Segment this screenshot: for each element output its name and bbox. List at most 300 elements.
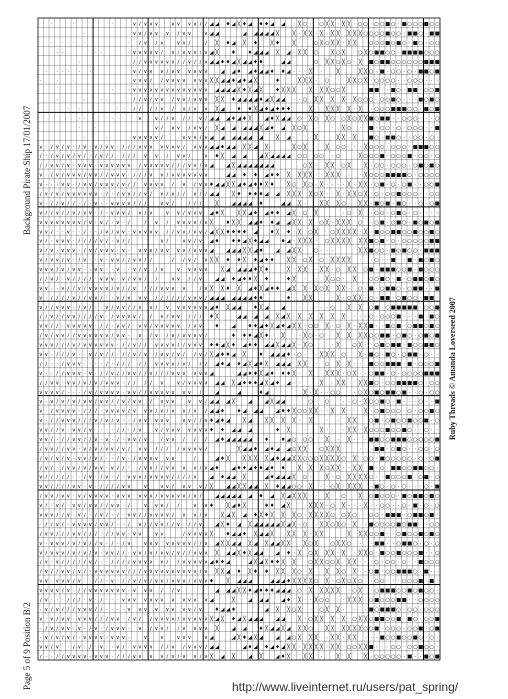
stitch-symbol: ○: [297, 484, 302, 491]
stitch-symbol: ∕: [150, 97, 152, 104]
stitch-symbol: ○: [319, 257, 324, 264]
stitch-symbol: ∨: [132, 351, 137, 358]
stitch-symbol: ·: [50, 182, 53, 189]
stitch-symbol: ◢: [259, 380, 264, 387]
stitch-symbol: ∕: [127, 219, 130, 226]
stitch-symbol: ∨: [171, 606, 175, 613]
stitch-symbol: ∨: [143, 295, 148, 302]
stitch-symbol: ∨: [159, 484, 164, 491]
stitch-symbol: ∕: [94, 616, 97, 623]
stitch-symbol: ╳: [358, 200, 362, 207]
stitch-symbol: ∨: [193, 68, 197, 75]
stitch-symbol: ○: [401, 635, 407, 642]
stitch-symbol: ○: [352, 115, 357, 122]
stitch-symbol: ∨: [137, 606, 142, 613]
stitch-symbol: ◢: [281, 314, 286, 321]
stitch-symbol: ·: [111, 87, 114, 94]
stitch-symbol: ∕: [183, 531, 185, 538]
stitch-symbol: ∕: [72, 569, 75, 576]
stitch-symbol: ◢: [275, 540, 280, 547]
stitch-symbol: ∕: [150, 399, 152, 406]
stitch-symbol: ◢: [231, 427, 236, 434]
stitch-symbol: ∨: [71, 248, 76, 255]
stitch-symbol: ∨: [99, 267, 104, 274]
stitch-symbol: ∕: [61, 512, 64, 519]
stitch-symbol: ○: [412, 125, 418, 132]
stitch-symbol: ■: [434, 361, 440, 368]
stitch-symbol: ∨: [66, 219, 71, 226]
stitch-symbol: ∨: [104, 182, 109, 189]
stitch-symbol: ◢: [275, 361, 280, 368]
stitch-symbol: ∕: [188, 474, 191, 481]
stitch-symbol: ╳: [270, 512, 274, 519]
stitch-symbol: ∨: [132, 616, 137, 623]
stitch-symbol: ╳: [231, 182, 236, 189]
stitch-symbol: ♦: [214, 210, 220, 217]
stitch-symbol: ■: [396, 229, 402, 236]
stitch-symbol: ∕: [199, 569, 202, 576]
stitch-symbol: ∕: [172, 200, 174, 207]
stitch-symbol: ■: [374, 540, 380, 547]
stitch-symbol: ╳: [303, 493, 307, 500]
stitch-symbol: ·: [50, 351, 53, 358]
stitch-symbol: ╳: [342, 550, 346, 557]
stitch-symbol: ∨: [60, 578, 65, 585]
stitch-symbol: ╳: [209, 219, 214, 226]
stitch-symbol: ╳: [248, 238, 252, 245]
stitch-symbol: ∨: [154, 625, 159, 632]
stitch-symbol: ♦: [258, 351, 264, 358]
stitch-symbol: ○: [302, 153, 308, 160]
stitch-symbol: ∕: [161, 644, 163, 651]
stitch-symbol: ∕: [122, 644, 125, 651]
stitch-symbol: ∨: [154, 389, 159, 396]
stitch-symbol: ∨: [171, 436, 175, 443]
stitch-symbol: ○: [368, 531, 374, 538]
stitch-symbol: ◢: [225, 474, 230, 481]
stitch-symbol: ○: [385, 521, 390, 528]
stitch-symbol: ♦: [269, 219, 275, 226]
stitch-symbol: ╳: [358, 304, 362, 311]
stitch-symbol: ·: [72, 21, 75, 28]
stitch-symbol: ∕: [183, 59, 185, 66]
stitch-symbol: ∨: [115, 380, 120, 387]
stitch-symbol: ∨: [187, 606, 192, 613]
stitch-symbol: ·: [293, 238, 295, 245]
stitch-symbol: ∨: [165, 616, 170, 623]
stitch-symbol: ∨: [187, 569, 192, 576]
stitch-symbol: ♦: [269, 68, 275, 75]
stitch-symbol: ·: [45, 616, 48, 623]
stitch-symbol: ∕: [166, 446, 169, 453]
stitch-symbol: ∨: [132, 408, 137, 415]
stitch-symbol: ∨: [44, 484, 49, 491]
stitch-symbol: ∨: [104, 285, 109, 292]
stitch-symbol: ∨: [193, 342, 197, 349]
stitch-symbol: ♦: [264, 267, 269, 274]
stitch-symbol: ○: [390, 191, 396, 198]
stitch-symbol: ∨: [171, 342, 175, 349]
stitch-symbol: ·: [72, 182, 75, 189]
stitch-symbol: ∨: [165, 427, 170, 434]
stitch-symbol: ∨: [165, 465, 170, 472]
stitch-symbol: ∕: [39, 446, 42, 453]
stitch-symbol: ◢: [231, 474, 236, 481]
stitch-symbol: ╳: [303, 531, 307, 538]
stitch-symbol: ∨: [137, 115, 142, 122]
stitch-symbol: ∨: [55, 588, 60, 595]
stitch-symbol: ╳: [292, 210, 296, 217]
stitch-symbol: ○: [401, 59, 407, 66]
stitch-symbol: ○: [385, 455, 390, 462]
stitch-symbol: ∨: [187, 333, 192, 340]
stitch-symbol: ╳: [347, 304, 351, 311]
stitch-symbol: ∨: [88, 342, 93, 349]
stitch-symbol: ·: [375, 455, 378, 462]
stitch-symbol: ╳: [314, 616, 318, 623]
stitch-symbol: ■: [434, 87, 440, 94]
stitch-symbol: ○: [357, 21, 363, 28]
stitch-symbol: ·: [56, 229, 59, 236]
stitch-symbol: ╳: [358, 248, 362, 255]
stitch-symbol: ∨: [132, 314, 137, 321]
stitch-symbol: ∕: [83, 569, 86, 576]
stitch-symbol: ∨: [99, 248, 104, 255]
stitch-symbol: ∕: [144, 380, 147, 387]
stitch-symbol: ◢: [242, 163, 247, 170]
stitch-symbol: ∨: [198, 446, 203, 453]
stitch-symbol: ■: [396, 191, 402, 198]
stitch-symbol: ╳: [286, 654, 291, 661]
stitch-symbol: ╳: [270, 399, 274, 406]
stitch-symbol: ○: [319, 597, 324, 604]
stitch-symbol: ╳: [220, 616, 225, 623]
stitch-symbol: ♦: [225, 285, 231, 292]
stitch-symbol: ◢: [286, 219, 291, 226]
stitch-symbol: ■: [418, 493, 424, 500]
stitch-symbol: ·: [128, 531, 130, 538]
stitch-symbol: ♦: [253, 267, 258, 274]
stitch-symbol: ∨: [38, 540, 43, 547]
stitch-symbol: ╳: [264, 380, 269, 387]
stitch-symbol: ╳: [314, 531, 318, 538]
stitch-symbol: ∨: [49, 314, 54, 321]
stitch-symbol: ∕: [78, 588, 81, 595]
stitch-symbol: ◢: [253, 333, 258, 340]
stitch-symbol: ·: [315, 521, 317, 528]
stitch-symbol: ╳: [353, 474, 357, 481]
stitch-symbol: ○: [319, 446, 324, 453]
stitch-symbol: ·: [386, 68, 389, 75]
stitch-symbol: ○: [407, 493, 412, 500]
stitch-symbol: ╳: [320, 531, 324, 538]
stitch-symbol: ╳: [314, 389, 318, 396]
stitch-symbol: ·: [392, 540, 395, 547]
stitch-symbol: ∕: [127, 153, 130, 160]
stitch-symbol: ∨: [60, 238, 65, 245]
stitch-symbol: ◢: [264, 49, 269, 56]
stitch-symbol: ○: [396, 625, 401, 632]
stitch-symbol: ·: [359, 172, 361, 179]
stitch-symbol: ∨: [121, 172, 126, 179]
stitch-symbol: ○: [308, 342, 313, 349]
stitch-symbol: ○: [429, 106, 435, 113]
stitch-symbol: ∕: [83, 172, 86, 179]
stitch-symbol: ∨: [82, 182, 87, 189]
stitch-symbol: ○: [374, 248, 379, 255]
stitch-symbol: ■: [396, 380, 402, 387]
stitch-symbol: ·: [397, 503, 400, 510]
stitch-symbol: ■: [385, 323, 391, 330]
stitch-symbol: ╳: [347, 238, 351, 245]
stitch-symbol: ◢: [242, 361, 247, 368]
stitch-symbol: ∨: [93, 493, 98, 500]
stitch-symbol: ·: [370, 654, 373, 661]
stitch-symbol: ◢: [209, 115, 214, 122]
stitch-symbol: ∨: [137, 427, 142, 434]
stitch-symbol: ∨: [110, 578, 115, 585]
stitch-symbol: ╳: [331, 97, 335, 104]
stitch-symbol: ·: [436, 512, 439, 519]
stitch-symbol: ∕: [138, 361, 141, 368]
stitch-symbol: ◢: [242, 436, 247, 443]
stitch-symbol: ■: [379, 182, 385, 189]
stitch-symbol: ∨: [187, 427, 192, 434]
stitch-symbol: ○: [385, 276, 390, 283]
stitch-symbol: ∕: [122, 351, 125, 358]
stitch-symbol: ·: [425, 285, 428, 292]
stitch-symbol: ∨: [126, 200, 131, 207]
stitch-symbol: ■: [374, 616, 380, 623]
stitch-symbol: ∨: [115, 323, 120, 330]
stitch-symbol: ∨: [55, 172, 60, 179]
stitch-symbol: ∨: [176, 521, 181, 528]
stitch-symbol: ╳: [320, 30, 324, 37]
stitch-symbol: ■: [396, 323, 402, 330]
stitch-symbol: ∨: [204, 219, 208, 226]
stitch-symbol: ○: [412, 210, 418, 217]
stitch-symbol: ■: [368, 644, 374, 651]
stitch-symbol: ╳: [231, 219, 236, 226]
stitch-symbol: ◢: [209, 49, 214, 56]
stitch-symbol: ·: [408, 219, 411, 226]
stitch-symbol: ∕: [127, 616, 130, 623]
stitch-symbol: ∨: [88, 219, 93, 226]
stitch-symbol: ·: [359, 399, 361, 406]
stitch-symbol: ∨: [82, 550, 87, 557]
stitch-symbol: ╳: [237, 484, 241, 491]
stitch-symbol: ∕: [61, 588, 64, 595]
stitch-symbol: ◢: [225, 87, 230, 94]
stitch-symbol: ○: [341, 569, 346, 576]
stitch-symbol: ○: [374, 153, 379, 160]
stitch-symbol: ∨: [159, 493, 164, 500]
stitch-symbol: ○: [407, 635, 412, 642]
stitch-symbol: ·: [403, 68, 406, 75]
stitch-symbol: ∨: [176, 125, 181, 132]
stitch-symbol: ╳: [331, 40, 335, 47]
stitch-symbol: ∕: [138, 200, 141, 207]
stitch-symbol: ╳: [320, 644, 324, 651]
stitch-symbol: ○: [368, 597, 374, 604]
stitch-symbol: ∕: [127, 144, 130, 151]
stitch-symbol: ∕: [50, 295, 53, 302]
stitch-symbol: ∨: [60, 408, 65, 415]
stitch-symbol: ■: [407, 474, 413, 481]
stitch-symbol: ╳: [342, 219, 346, 226]
stitch-symbol: ∨: [132, 597, 137, 604]
stitch-symbol: ∨: [88, 559, 93, 566]
stitch-symbol: ∨: [154, 87, 159, 94]
stitch-symbol: ○: [352, 644, 357, 651]
stitch-symbol: ╳: [364, 427, 368, 434]
stitch-symbol: ○: [407, 578, 412, 585]
stitch-symbol: ○: [429, 606, 435, 613]
stitch-symbol: ∕: [122, 285, 125, 292]
stitch-symbol: ╳: [297, 625, 302, 632]
stitch-symbol: ◢: [242, 578, 247, 585]
stitch-symbol: ○: [368, 370, 374, 377]
stitch-symbol: ╳: [325, 521, 329, 528]
stitch-symbol: ∨: [187, 389, 192, 396]
stitch-symbol: ∕: [50, 455, 53, 462]
stitch-symbol: ■: [385, 267, 391, 274]
stitch-symbol: ∨: [88, 389, 93, 396]
stitch-symbol: ∨: [99, 285, 104, 292]
stitch-symbol: ∨: [154, 182, 159, 189]
stitch-symbol: ∨: [126, 474, 131, 481]
stitch-symbol: ◢: [281, 578, 286, 585]
stitch-symbol: ·: [100, 550, 103, 557]
stitch-symbol: ∨: [66, 616, 71, 623]
stitch-symbol: ♦: [247, 588, 253, 595]
stitch-symbol: ╳: [336, 559, 340, 566]
stitch-symbol: ╳: [364, 182, 368, 189]
stitch-symbol: ╳: [342, 625, 346, 632]
stitch-symbol: ∕: [89, 446, 92, 453]
stitch-symbol: ╳: [364, 68, 368, 75]
stitch-symbol: ·: [122, 616, 125, 623]
stitch-symbol: ∨: [187, 163, 192, 170]
stitch-symbol: ╳: [353, 295, 357, 302]
stitch-symbol: ╳: [297, 78, 302, 85]
stitch-symbol: ∕: [122, 342, 125, 349]
stitch-symbol: ○: [385, 342, 390, 349]
stitch-symbol: ╳: [286, 257, 291, 264]
stitch-symbol: ∨: [182, 106, 186, 113]
stitch-symbol: ♦: [209, 342, 214, 349]
stitch-symbol: ·: [315, 361, 317, 368]
stitch-symbol: ○: [396, 285, 401, 292]
stitch-symbol: ∕: [94, 153, 97, 160]
stitch-symbol: ■: [434, 59, 440, 66]
stitch-symbol: ·: [386, 257, 389, 264]
stitch-symbol: ·: [100, 427, 103, 434]
stitch-symbol: ╳: [331, 588, 335, 595]
stitch-symbol: ∨: [143, 408, 148, 415]
stitch-symbol: ∨: [159, 408, 164, 415]
stitch-symbol: ∨: [66, 512, 71, 519]
stitch-symbol: ∕: [67, 399, 70, 406]
stitch-symbol: ○: [412, 134, 418, 141]
stitch-symbol: ∕: [83, 219, 86, 226]
stitch-symbol: ■: [379, 550, 385, 557]
stitch-symbol: ∨: [148, 569, 153, 576]
stitch-symbol: ╳: [242, 588, 247, 595]
stitch-symbol: ╳: [286, 503, 291, 510]
stitch-symbol: ■: [412, 493, 418, 500]
stitch-symbol: ◢: [231, 40, 236, 47]
stitch-symbol: ╳: [314, 229, 318, 236]
stitch-symbol: ■: [385, 512, 391, 519]
stitch-symbol: ◢: [281, 351, 286, 358]
stitch-symbol: ∕: [199, 540, 202, 547]
stitch-symbol: ♦: [275, 380, 280, 387]
stitch-symbol: ╳: [336, 238, 340, 245]
stitch-symbol: ◢: [270, 21, 275, 28]
stitch-symbol: ∨: [159, 559, 164, 566]
stitch-symbol: ○: [308, 455, 313, 462]
stitch-symbol: ◢: [248, 21, 253, 28]
stitch-symbol: ∨: [204, 559, 208, 566]
stitch-symbol: ○: [379, 427, 385, 434]
stitch-symbol: ■: [390, 248, 396, 255]
stitch-symbol: ■: [390, 436, 396, 443]
stitch-symbol: ∨: [71, 267, 76, 274]
stitch-symbol: ◢: [214, 59, 219, 66]
stitch-symbol: ∨: [132, 267, 137, 274]
stitch-symbol: ∨: [182, 578, 186, 585]
stitch-symbol: ∕: [199, 219, 202, 226]
stitch-symbol: ∕: [183, 380, 185, 387]
stitch-symbol: ╳: [314, 635, 318, 642]
stitch-symbol: ╳: [336, 521, 340, 528]
stitch-symbol: ○: [374, 399, 379, 406]
stitch-symbol: ♦: [225, 531, 231, 538]
stitch-symbol: ○: [412, 531, 418, 538]
stitch-symbol: ∨: [198, 229, 203, 236]
stitch-symbol: ∨: [126, 389, 131, 396]
stitch-symbol: ╳: [325, 323, 329, 330]
stitch-symbol: ♦: [247, 342, 253, 349]
stitch-symbol: ╳: [209, 285, 214, 292]
stitch-symbol: ■: [423, 418, 429, 425]
stitch-symbol: ·: [370, 635, 373, 642]
stitch-symbol: ∨: [44, 285, 49, 292]
stitch-symbol: ◢: [248, 78, 253, 85]
stitch-symbol: ╳: [297, 219, 302, 226]
stitch-symbol: ·: [117, 606, 119, 613]
stitch-symbol: ○: [385, 78, 390, 85]
stitch-symbol: ∕: [166, 333, 169, 340]
stitch-symbol: ○: [418, 455, 424, 462]
stitch-symbol: ∕: [116, 512, 119, 519]
stitch-symbol: ╳: [320, 97, 324, 104]
stitch-symbol: ∕: [83, 389, 86, 396]
stitch-symbol: ∕: [83, 276, 86, 283]
stitch-symbol: ∨: [137, 474, 142, 481]
stitch-symbol: ╳: [303, 182, 307, 189]
stitch-symbol: ○: [385, 625, 390, 632]
stitch-symbol: ·: [326, 644, 328, 651]
stitch-symbol: ╳: [264, 144, 269, 151]
stitch-symbol: ◢: [236, 540, 242, 547]
stitch-symbol: ■: [423, 654, 429, 661]
stitch-symbol: ╳: [242, 503, 247, 510]
stitch-symbol: ·: [45, 540, 48, 547]
stitch-symbol: ○: [379, 200, 385, 207]
stitch-symbol: ∕: [150, 521, 152, 528]
